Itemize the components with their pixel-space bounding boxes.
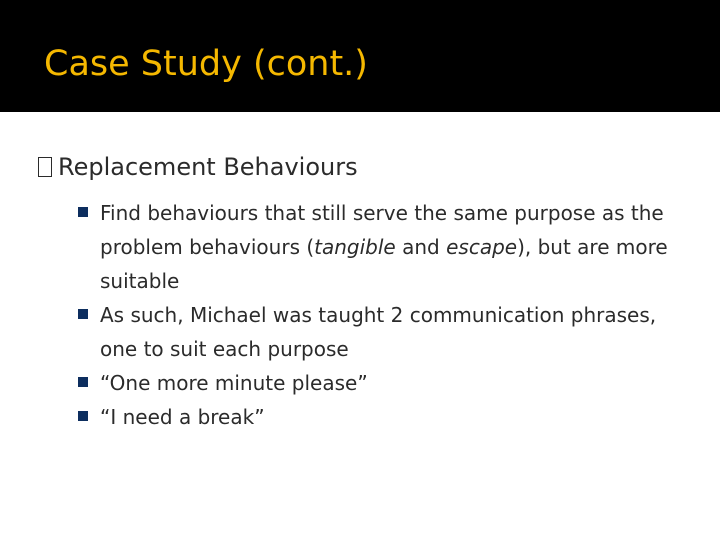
sub-bullet-1-text-a: Find behaviours that still serve the same purpose as the problem behaviours (: [100, 201, 664, 259]
sub-bullet-2: [100, 298, 670, 366]
sub-bullet-1-text-tangible: tangible: [314, 235, 396, 259]
main-bullet: [38, 150, 358, 184]
slide-title: Case Study (cont.): [44, 44, 368, 84]
sub-bullet-1-text-escape: escape: [446, 235, 518, 259]
sub-bullet-3-text: “One more minute please”: [100, 371, 368, 395]
sub-bullet-1: [100, 196, 670, 298]
title-bar: [0, 0, 720, 112]
sub-bullet-1-text-and: and: [395, 235, 447, 259]
slide-content: [0, 112, 720, 540]
sub-bullet-3: [100, 366, 670, 400]
sub-bullet-1-text-b: ), but are more suitable: [100, 235, 668, 293]
square-bullet-icon: [78, 377, 88, 387]
sub-bullet-2-text: As such, Michael was taught 2 communication phrases, one to suit each purpose: [100, 303, 657, 361]
bullet-box-icon: [38, 157, 52, 177]
sub-bullet-4: [100, 400, 670, 434]
sub-bullet-4-text: “I need a break”: [100, 405, 265, 429]
square-bullet-icon: [78, 309, 88, 319]
sub-bullet-list: [100, 196, 670, 434]
square-bullet-icon: [78, 207, 88, 217]
square-bullet-icon: [78, 411, 88, 421]
main-bullet-text: Replacement Behaviours: [58, 153, 358, 181]
